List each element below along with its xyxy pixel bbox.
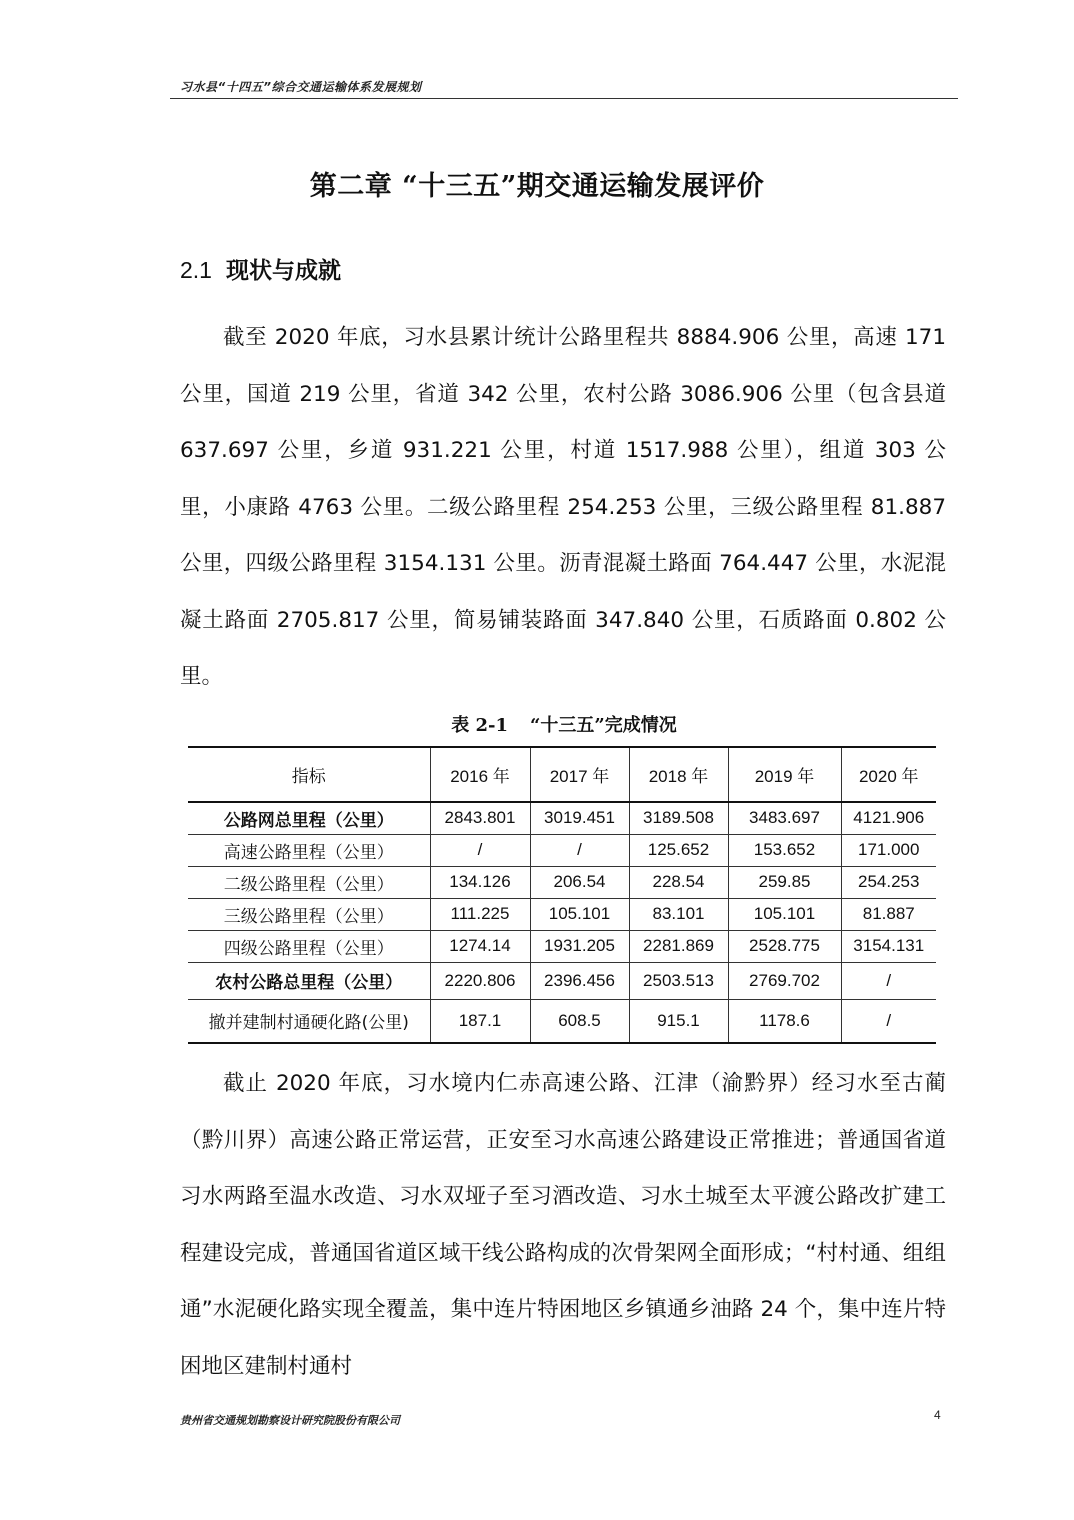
row-label: 农村公路总里程（公里） bbox=[188, 962, 430, 999]
cell-value: 3189.508 bbox=[629, 802, 728, 834]
body-paragraph-2: 截止 2020 年底，习水境内仁赤高速公路、江津（渝黔界）经习水至古蔺（黔川界）高速公路正常运营，正安至习水高速公路建设正常推进；普通国省道习水两路至温水改造、习水双垭子至习酒改造、习水土城至太平渡公路改扩建工程建设完成，普通国省道区域干线公路构成的次骨架网全面形成；“村村通、组组通”水泥硬化路实现全覆盖，集中连片特困地区乡镇通乡油路 24 个，集中连片特困地区建制村通村 bbox=[180, 1071, 946, 1379]
table-row bbox=[188, 866, 936, 898]
cell-value: / bbox=[841, 999, 936, 1043]
cell-value: 187.1 bbox=[430, 999, 530, 1043]
cell-value: / bbox=[430, 834, 530, 866]
table-caption-number: 表 2-1 bbox=[451, 715, 509, 736]
cell-value: 915.1 bbox=[629, 999, 728, 1043]
cell-value: 206.54 bbox=[530, 866, 629, 898]
table-caption bbox=[0, 711, 1074, 737]
cell-value: 259.85 bbox=[728, 866, 841, 898]
page-number: 4 bbox=[934, 1408, 941, 1422]
cell-value: 3154.131 bbox=[841, 930, 936, 962]
row-label: 公路网总里程（公里） bbox=[188, 802, 430, 834]
cell-value: 228.54 bbox=[629, 866, 728, 898]
table-row bbox=[188, 930, 936, 962]
table-header-row bbox=[188, 747, 936, 802]
cell-value: 2528.775 bbox=[728, 930, 841, 962]
table-row bbox=[188, 802, 936, 834]
header-year: 2019 年 bbox=[728, 747, 841, 802]
row-label: 高速公路里程（公里） bbox=[188, 834, 430, 866]
row-label: 四级公路里程（公里） bbox=[188, 930, 430, 962]
section-heading bbox=[180, 252, 341, 285]
running-header: 习水县“十四五”综合交通运输体系发展规划 bbox=[180, 80, 422, 94]
cell-value: 1274.14 bbox=[430, 930, 530, 962]
table-caption-title: “十三五”完成情况 bbox=[530, 715, 677, 736]
cell-value: 2396.456 bbox=[530, 962, 629, 999]
header-year: 2020 年 bbox=[841, 747, 936, 802]
cell-value: 3019.451 bbox=[530, 802, 629, 834]
header-year: 2016 年 bbox=[430, 747, 530, 802]
table-row bbox=[188, 834, 936, 866]
body-paragraph-1: 截至 2020 年底，习水县累计统计公路里程共 8884.906 公里，高速 171 公里，国道 219 公里，省道 342 公里，农村公路 3086.906 公里（包含县道 637.697 公里，乡道 931.221 公里，村道 1517.988 公里），组道 303 公里，小康路 4763 公里。二级公路里程 254.253 公里，三级公路里程 81.887 公里，四级公路里程 3154.131 公里。沥青混凝土路面 764.447 公里，水泥混凝土路面 2705.817 公里，简易铺装路面 347.840 公里，石质路面 0.802 公里。 bbox=[180, 325, 946, 689]
cell-value: 111.225 bbox=[430, 898, 530, 930]
table-row bbox=[188, 999, 936, 1043]
section-number: 2.1 bbox=[180, 257, 212, 283]
chapter-title: 第二章 “十三五”期交通运输发展评价 bbox=[309, 171, 765, 202]
cell-value: 608.5 bbox=[530, 999, 629, 1043]
cell-value: 254.253 bbox=[841, 866, 936, 898]
header-year: 2017 年 bbox=[530, 747, 629, 802]
section-title: 现状与成就 bbox=[225, 258, 341, 284]
cell-value: 1931.205 bbox=[530, 930, 629, 962]
cell-value: 134.126 bbox=[430, 866, 530, 898]
header-year: 2018 年 bbox=[629, 747, 728, 802]
cell-value: 4121.906 bbox=[841, 802, 936, 834]
cell-value: / bbox=[841, 962, 936, 999]
cell-value: 1178.6 bbox=[728, 999, 841, 1043]
header-rule bbox=[170, 98, 958, 99]
row-label: 二级公路里程（公里） bbox=[188, 866, 430, 898]
completion-table bbox=[188, 746, 936, 1044]
row-label: 三级公路里程（公里） bbox=[188, 898, 430, 930]
footer-company: 贵州省交通规划勘察设计研究院股份有限公司 bbox=[180, 1414, 400, 1427]
cell-value: 2843.801 bbox=[430, 802, 530, 834]
table-row bbox=[188, 898, 936, 930]
cell-value: 153.652 bbox=[728, 834, 841, 866]
cell-value: 125.652 bbox=[629, 834, 728, 866]
cell-value: 2220.806 bbox=[430, 962, 530, 999]
cell-value: 105.101 bbox=[728, 898, 841, 930]
header-indicator: 指标 bbox=[188, 747, 430, 802]
cell-value: 83.101 bbox=[629, 898, 728, 930]
cell-value: 171.000 bbox=[841, 834, 936, 866]
table-row bbox=[188, 962, 936, 999]
cell-value: / bbox=[530, 834, 629, 866]
row-label: 撤并建制村通硬化路(公里) bbox=[188, 999, 430, 1043]
cell-value: 2769.702 bbox=[728, 962, 841, 999]
cell-value: 81.887 bbox=[841, 898, 936, 930]
cell-value: 3483.697 bbox=[728, 802, 841, 834]
cell-value: 105.101 bbox=[530, 898, 629, 930]
cell-value: 2503.513 bbox=[629, 962, 728, 999]
cell-value: 2281.869 bbox=[629, 930, 728, 962]
